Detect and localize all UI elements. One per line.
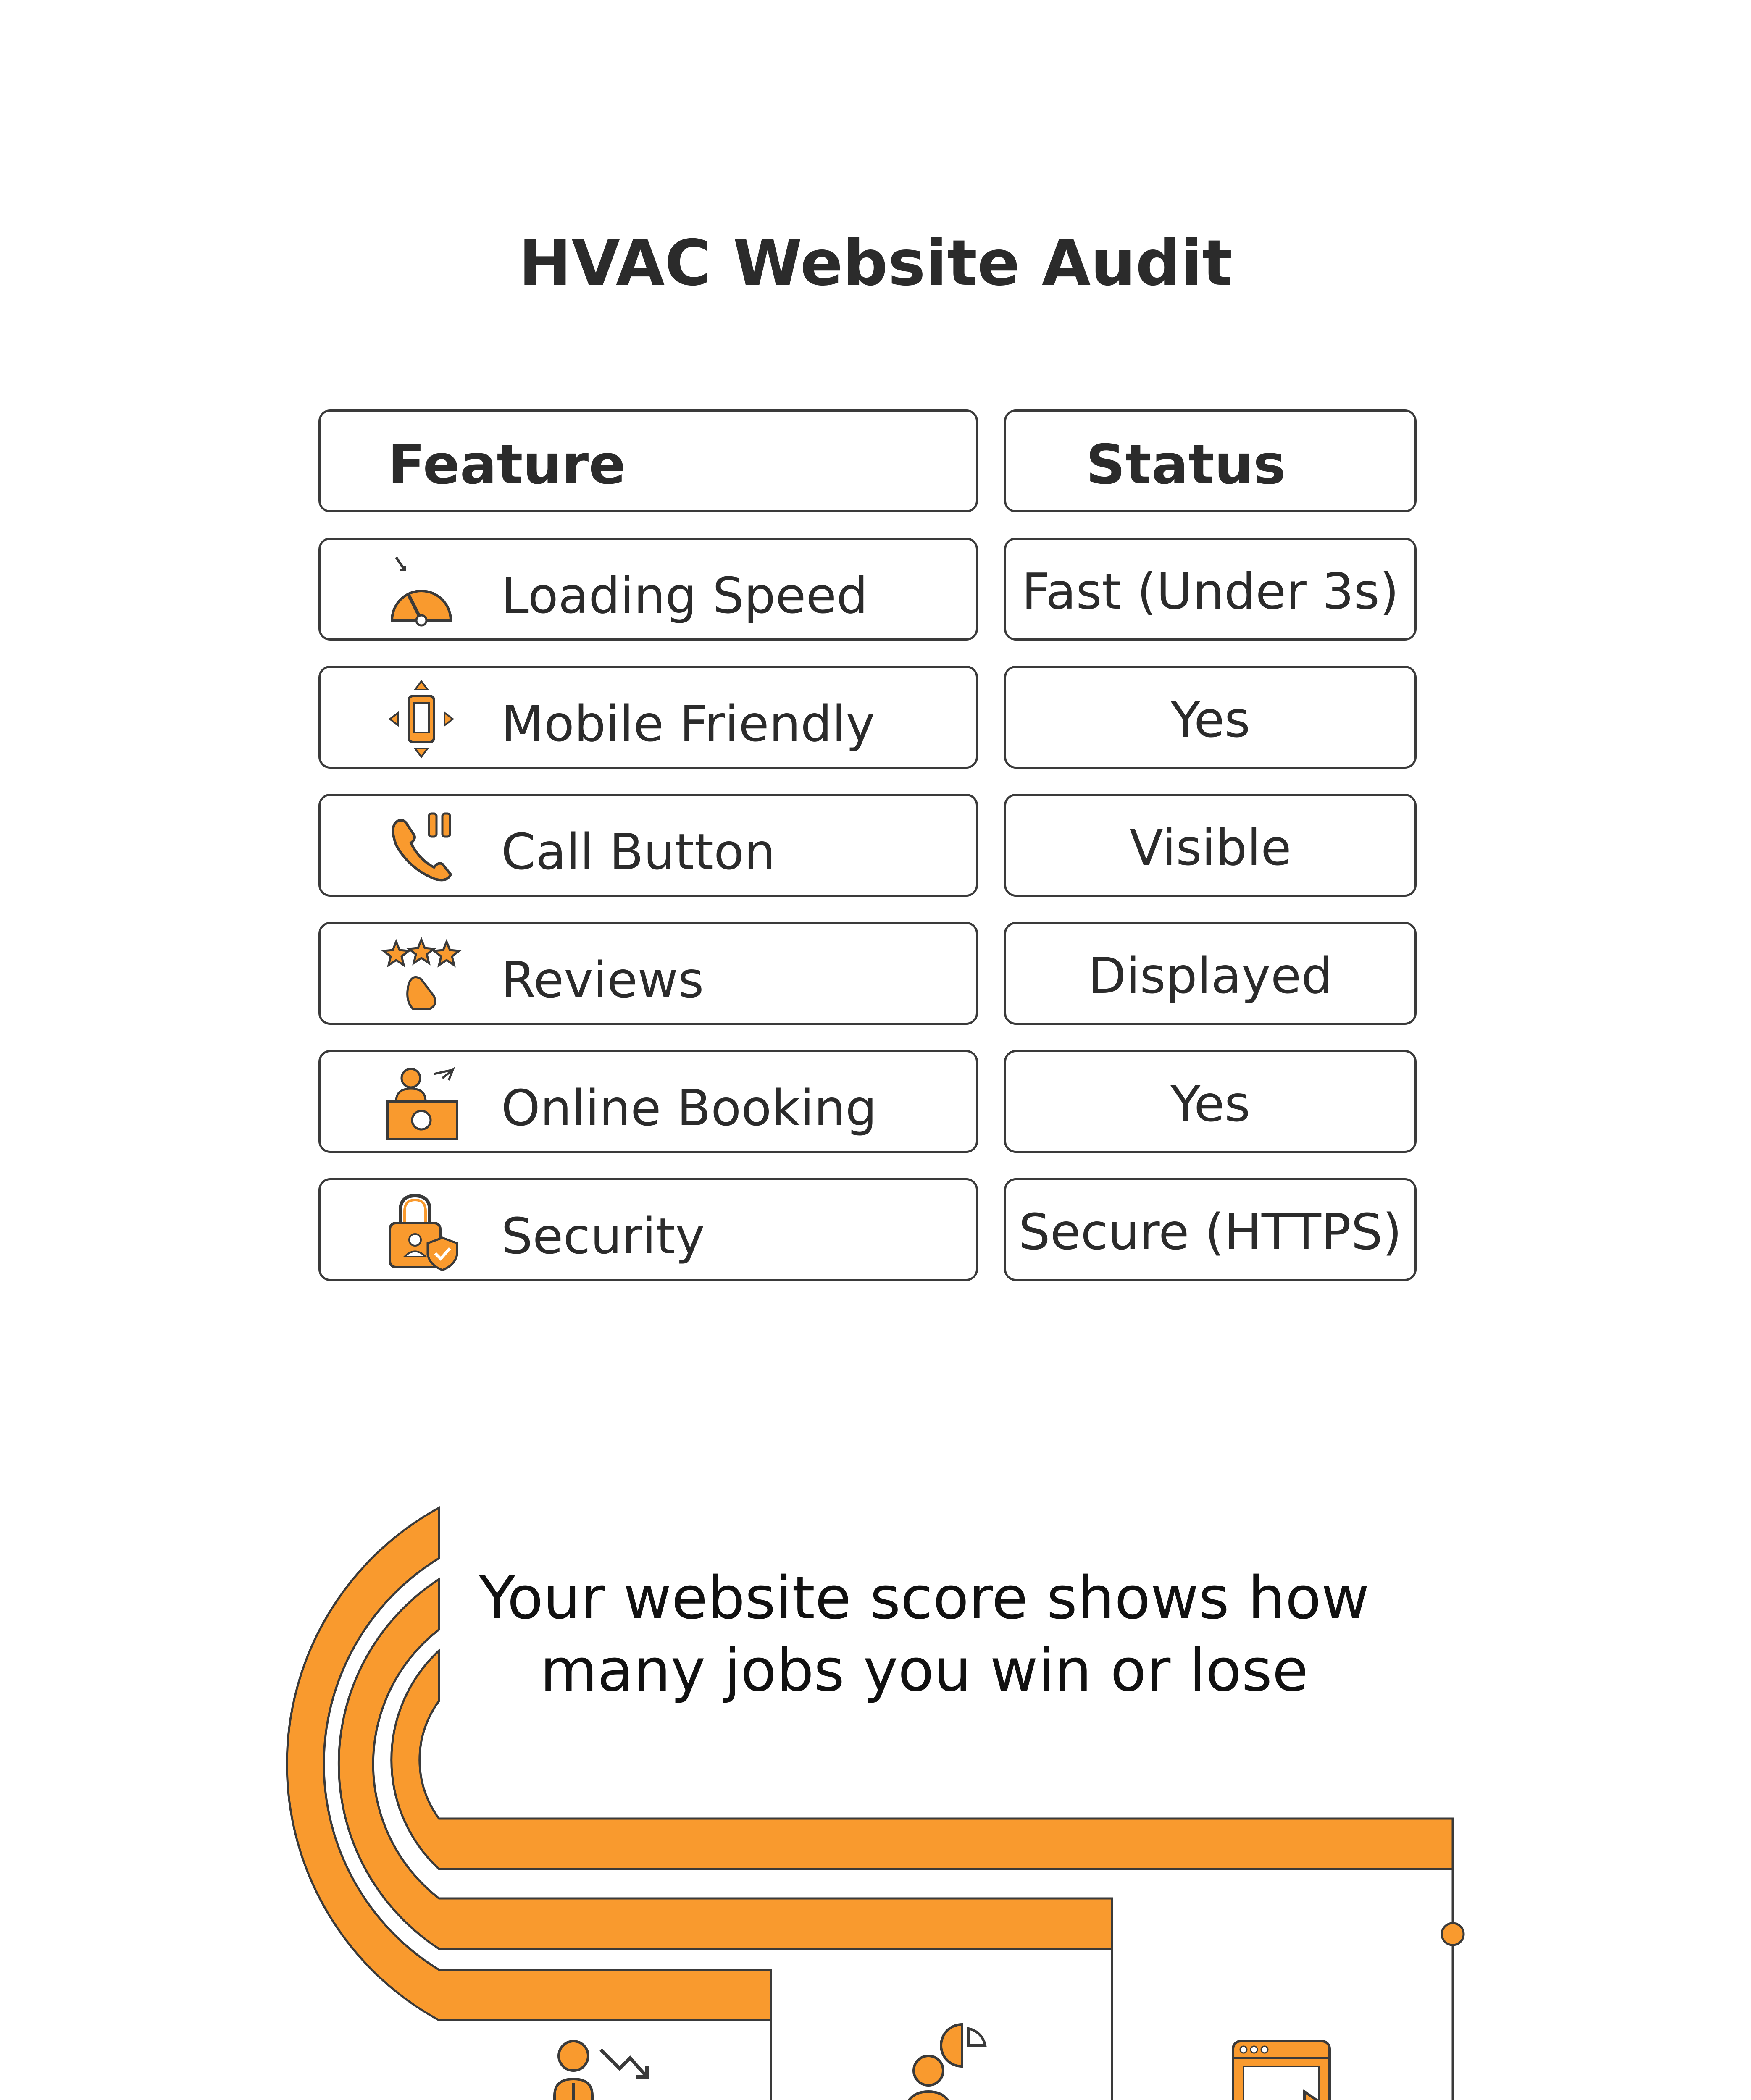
- score-headline-line1: Your website score shows how: [479, 1564, 1370, 1633]
- feature-label: Security: [501, 1207, 705, 1265]
- conversion-window-icon: [1233, 2041, 1332, 2100]
- status-value: Secure (HTTPS): [1018, 1203, 1402, 1261]
- page-title: HVAC Website Audit: [518, 227, 1233, 300]
- average-person-chart-icon: [895, 2024, 985, 2100]
- declining-person-icon: [555, 2041, 647, 2100]
- dot-converting: [1442, 1923, 1464, 1945]
- feature-label: Mobile Friendly: [501, 695, 876, 753]
- status-value: Yes: [1170, 1075, 1251, 1133]
- feature-label: Call Button: [501, 823, 776, 881]
- feature-label: Online Booking: [501, 1079, 877, 1137]
- status-value: Yes: [1170, 690, 1251, 748]
- score-headline: [454, 1562, 1395, 1707]
- feature-header-label: Feature: [388, 433, 626, 496]
- status-header-label: Status: [1086, 433, 1286, 496]
- status-value: Displayed: [1088, 947, 1333, 1005]
- feature-label: Reviews: [501, 951, 704, 1009]
- score-headline-line2: many jobs you win or lose: [540, 1636, 1309, 1705]
- feature-label: Loading Speed: [501, 567, 868, 625]
- status-value: Visible: [1129, 819, 1291, 877]
- status-value: Fast (Under 3s): [1022, 562, 1399, 620]
